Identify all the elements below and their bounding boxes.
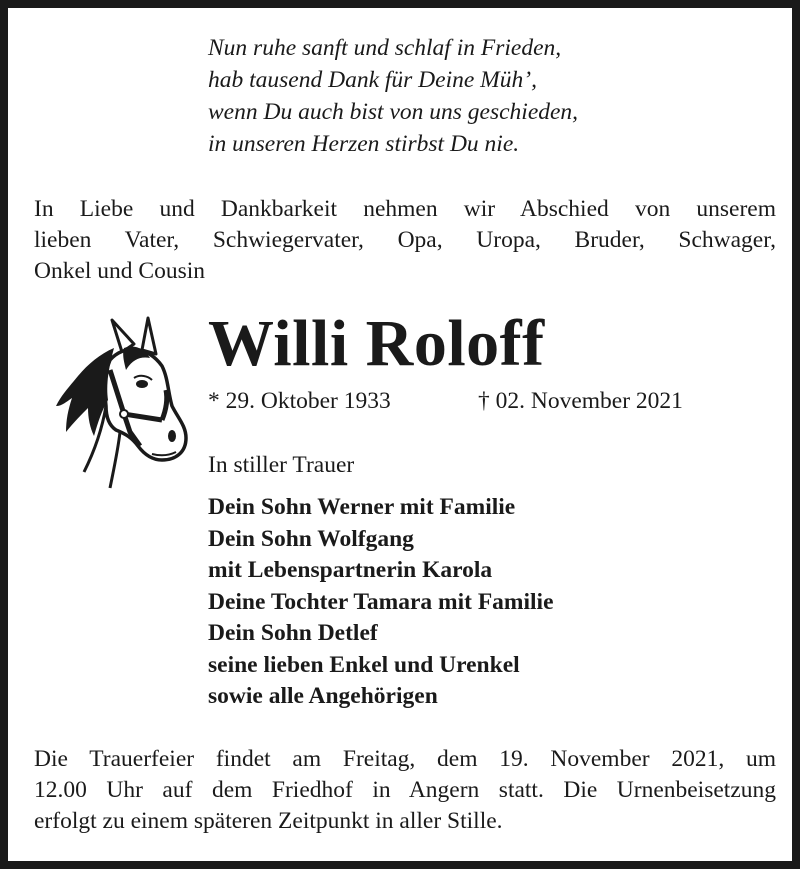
mourners-list	[208, 492, 728, 713]
intro-line: lieben Vater, Schwiegervater, Opa, Uropa, Bruder, Schwager,	[34, 227, 776, 253]
birth-date: * 29. Oktober 1933	[208, 388, 391, 414]
mourner-line: Dein Sohn Werner mit Familie	[208, 494, 516, 520]
mourner-line: sowie alle Angehörigen	[208, 683, 438, 709]
life-dates	[208, 384, 728, 418]
mourner-line: seine lieben Enkel und Urenkel	[208, 651, 520, 678]
mourner-line: Dein Sohn Wolfgang	[208, 525, 414, 552]
mourner-line: mit Lebenspartnerin Karola	[208, 557, 493, 583]
poem-line: Nun ruhe sanft und schlaf in Frieden,	[208, 35, 562, 61]
poem-line: hab tausend Dank für Deine Müh’,	[208, 67, 537, 93]
horse-head-icon	[44, 314, 194, 490]
poem-line: wenn Du auch bist von uns geschieden,	[208, 99, 579, 125]
death-date: † 02. November 2021	[478, 388, 683, 414]
mourning-heading: In stiller Trauer	[208, 452, 355, 478]
ceremony-details	[34, 744, 776, 837]
ceremony-line: erfolgt zu einem späteren Zeitpunkt in aller Stille.	[34, 808, 503, 834]
deceased-name: Willi Roloff	[208, 307, 545, 380]
intro-line: In Liebe und Dankbarkeit nehmen wir Abschied von unserem	[34, 196, 776, 222]
intro-line: Onkel und Cousin	[34, 258, 206, 284]
poem-line: in unseren Herzen stirbst Du nie.	[208, 131, 520, 157]
ceremony-line: 12.00 Uhr auf dem Friedhof in Angern statt. Die Urnenbeisetzung	[34, 777, 776, 803]
farewell-text	[34, 194, 776, 287]
ceremony-line: Die Trauerfeier findet am Freitag, dem 19. November 2021, um	[34, 746, 776, 772]
mourner-line: Deine Tochter Tamara mit Familie	[208, 588, 554, 615]
memorial-poem	[208, 32, 768, 160]
mourner-line: Dein Sohn Detlef	[208, 620, 378, 646]
